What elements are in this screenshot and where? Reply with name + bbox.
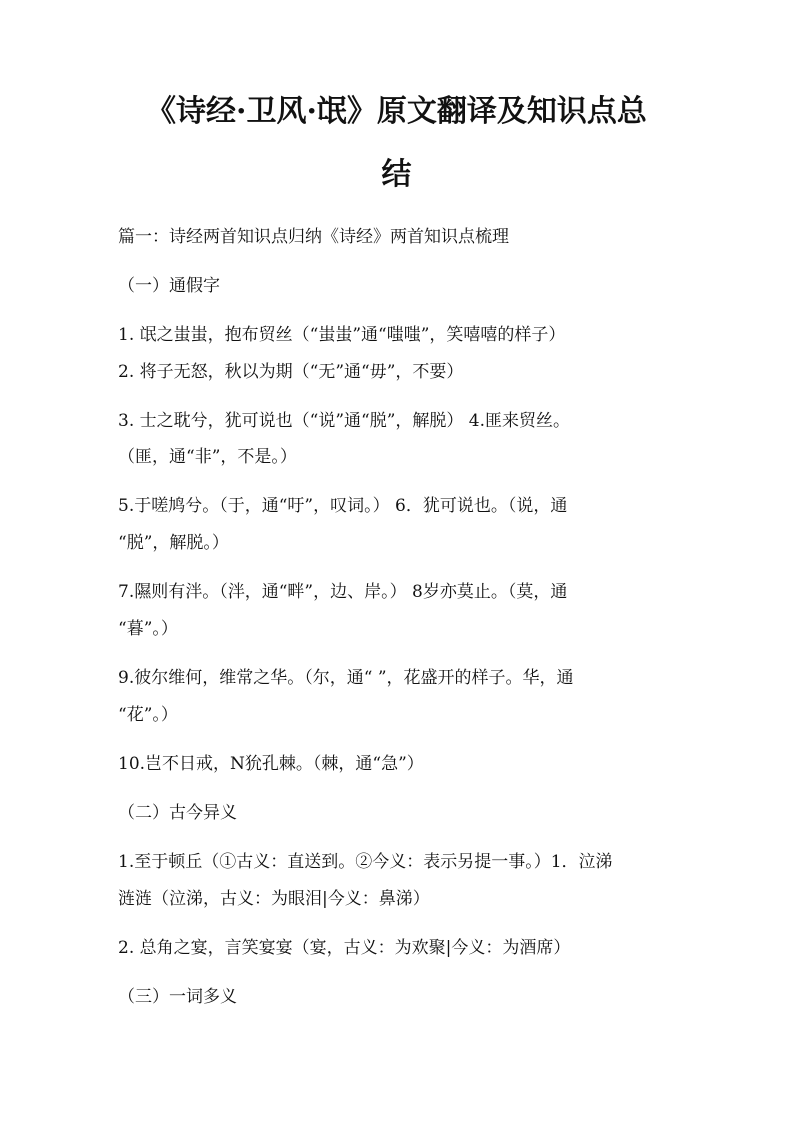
paragraph-line: “脱”，解脱。） (118, 533, 229, 553)
paragraph-line: 5.于嗟鸠兮。（于，通“吁”，叹词。） 6．犹可说也。（说，通 (118, 496, 568, 516)
paragraph-line: 10.岂不日戒，N狁孔棘。（棘，通“急”） (118, 754, 424, 774)
paragraph-line: 1. 氓之蚩蚩，抱布贸丝（“蚩蚩”通“嗤嗤”，笑嘻嘻的样子） (118, 325, 566, 345)
paragraph-line: 7.隰则有泮。（泮，通“畔”，边、岸。） 8岁亦莫止。（莫，通 (118, 582, 568, 602)
paragraph-line: 9.彼尔维何，维常之华。（尔，通“ ”，花盛开的样子。华，通 (118, 668, 574, 688)
subheading-gujinyiyi: （二）古今异义 (118, 803, 237, 823)
paragraph-line: “花”。） (118, 705, 178, 725)
document-title-line-2: 结 (381, 157, 412, 192)
paragraph-line: 2. 总角之宴，言笑宴宴（宴，古义：为欢聚|今义：为酒席） (118, 938, 571, 958)
document-title-line-1: 《诗经·卫风·氓》原文翻译及知识点总 (146, 94, 647, 129)
paragraph-line: 3. 士之耽兮，犹可说也（“说”通“脱”，解脱） 4.匪来贸丝。 (118, 411, 571, 431)
paragraph-line: 涟涟（泣涕，古义：为眼泪|今义：鼻涕） (118, 889, 430, 909)
subheading-yiciduoyi: （三）一词多义 (118, 987, 237, 1007)
section-heading-piece-one: 篇一：诗经两首知识点归纳《诗经》两首知识点梳理 (118, 227, 509, 247)
subheading-tongjiazi: （一）通假字 (118, 276, 220, 296)
paragraph-line: （匪，通“非”，不是。） (118, 447, 297, 467)
paragraph-line: “暮”。） (118, 619, 178, 639)
paragraph-line: 1.至于顿丘（①古义：直送到。②今义：表示另提一事。）1．泣涕 (118, 852, 613, 872)
paragraph-line: 2. 将子无怒，秋以为期（“无”通“毋”，不要） (118, 362, 464, 382)
